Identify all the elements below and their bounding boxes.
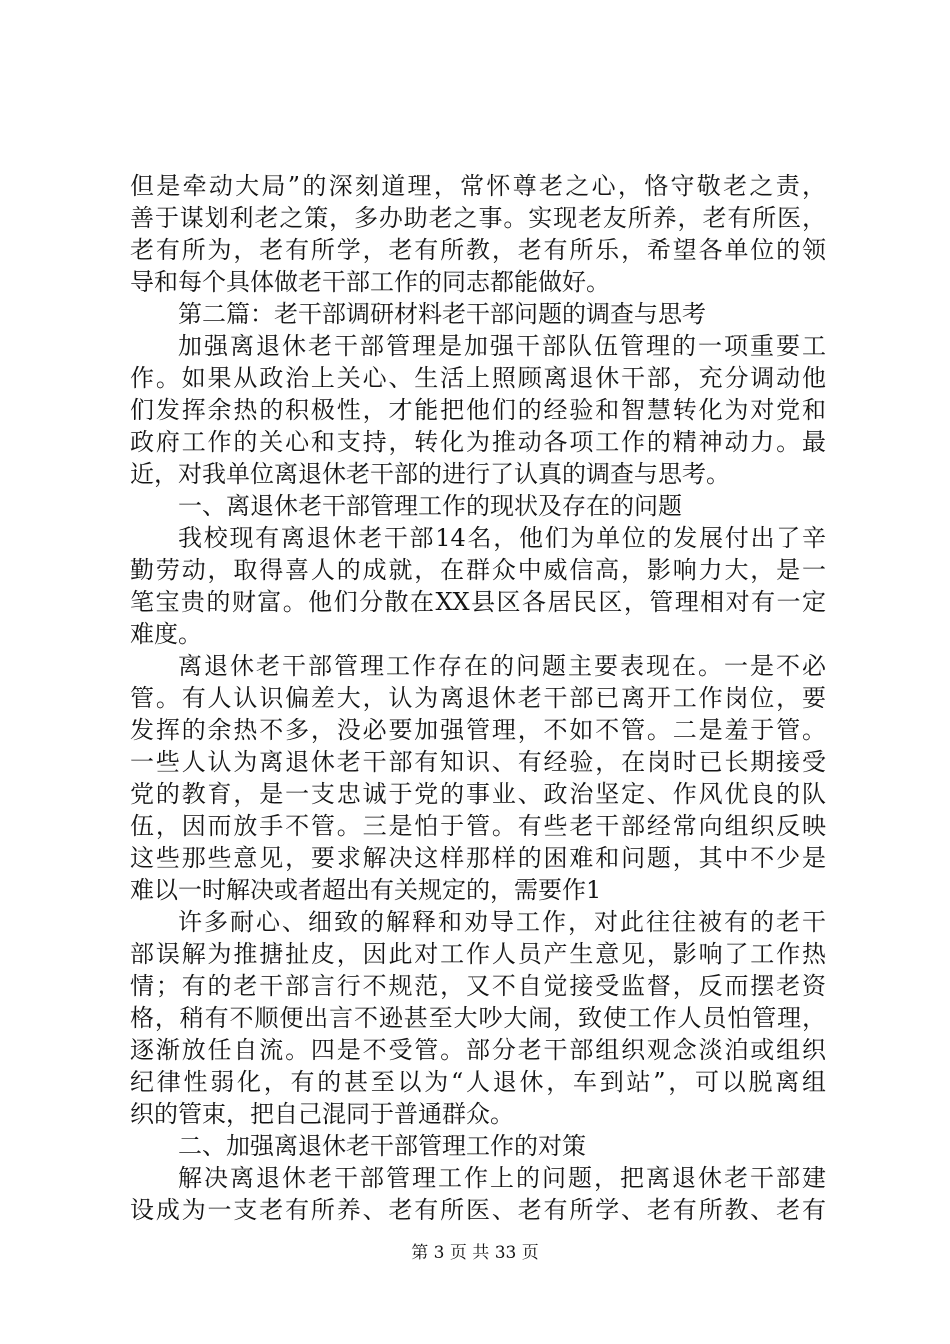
text-line: 一些人认为离退休老干部有知识、有经验，在岗时已长期接受	[130, 748, 826, 776]
section-heading: 二、加强离退休老干部管理工作的对策	[178, 1132, 586, 1160]
text-line: 但是牵动大局”的深刻道理，常怀尊老之心，恪守敬老之责，	[130, 172, 826, 200]
page-number-footer: 第 3 页 共 33 页	[411, 1243, 539, 1263]
text-line: 情；有的老干部言行不规范，又不自觉接受监督，反而摆老资	[130, 972, 826, 1000]
text-line: 加强离退休老干部管理是加强干部队伍管理的一项重要工	[178, 332, 826, 360]
text-line: 老有所为，老有所学，老有所教，老有所乐，希望各单位的领	[130, 236, 826, 264]
text-line: 们发挥余热的积极性，才能把他们的经验和智慧转化为对党和	[130, 396, 826, 424]
section-heading: 第二篇：老干部调研材料老干部问题的调查与思考	[178, 300, 706, 328]
text-line: 部误解为推搪扯皮，因此对工作人员产生意见，影响了工作热	[130, 940, 826, 968]
text-line: 作。如果从政治上关心、生活上照顾离退休干部，充分调动他	[130, 364, 826, 392]
text-line: 设成为一支老有所养、老有所医、老有所学、老有所教、老有	[130, 1196, 826, 1224]
text-line: 离退休老干部管理工作存在的问题主要表现在。一是不必	[178, 652, 826, 680]
text-line: 伍，因而放手不管。三是怕于管。有些老干部经常向组织反映	[130, 812, 826, 840]
text-line: 管。有人认识偏差大，认为离退休老干部已离开工作岗位，要	[130, 684, 826, 712]
document-body	[130, 170, 826, 1226]
text-line: 纪律性弱化，有的甚至以为“人退休，车到站”，可以脱离组	[130, 1068, 826, 1096]
text-line: 格，稍有不顺便出言不逊甚至大吵大闹，致使工作人员怕管理，	[130, 1004, 826, 1032]
text-line: 导和每个具体做老干部工作的同志都能做好。	[130, 268, 610, 296]
section-heading: 一、离退休老干部管理工作的现状及存在的问题	[178, 492, 682, 520]
text-line: 我校现有离退休老干部14名，他们为单位的发展付出了辛	[178, 524, 826, 552]
text-line: 逐渐放任自流。四是不受管。部分老干部组织观念淡泊或组织	[130, 1036, 826, 1064]
text-line: 许多耐心、细致的解释和劝导工作，对此往往被有的老干	[178, 908, 826, 936]
text-line: 发挥的余热不多，没必要加强管理，不如不管。二是羞于管。	[130, 716, 826, 744]
text-line: 近，对我单位离退休老干部的进行了认真的调查与思考。	[130, 460, 730, 488]
text-line: 难以一时解决或者超出有关规定的，需要作1	[130, 876, 602, 904]
text-line: 难度。	[130, 620, 202, 648]
text-line: 勤劳动，取得喜人的成就，在群众中威信高，影响力大，是一	[130, 556, 826, 584]
text-line: 解决离退休老干部管理工作上的问题，把离退休老干部建	[178, 1164, 826, 1192]
text-line: 善于谋划利老之策，多办助老之事。实现老友所养，老有所医，	[130, 204, 826, 232]
text-line: 笔宝贵的财富。他们分散在XX县区各居民区，管理相对有一定	[130, 588, 826, 616]
text-line: 党的教育，是一支忠诚于党的事业、政治坚定、作风优良的队	[130, 780, 826, 808]
text-line: 织的管束，把自己混同于普通群众。	[130, 1100, 514, 1128]
text-line: 政府工作的关心和支持，转化为推动各项工作的精神动力。最	[130, 428, 826, 456]
text-line: 这些那些意见，要求解决这样那样的困难和问题，其中不少是	[130, 844, 826, 872]
